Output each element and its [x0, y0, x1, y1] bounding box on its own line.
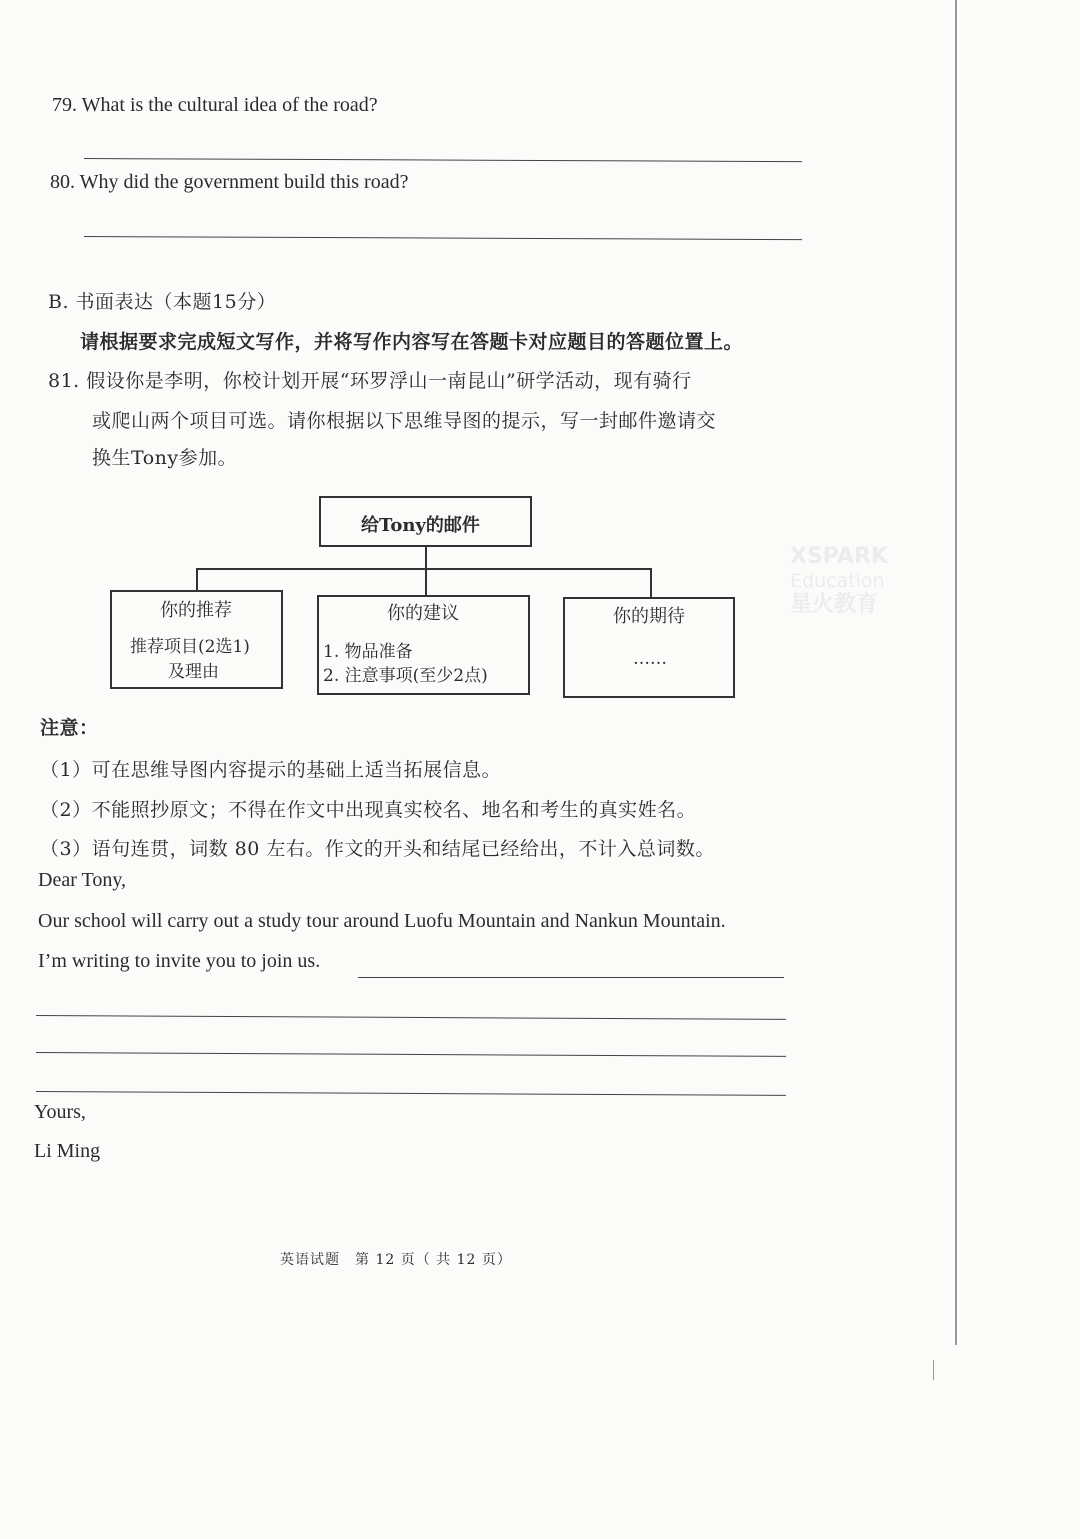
watermark-line1: XSPARK [790, 544, 888, 569]
writing-line-3 [36, 1052, 786, 1057]
mindmap-node-suggestion [317, 595, 530, 695]
q81-line-2: 或爬山两个项目可选。请你根据以下思维导图的提示，写一封邮件邀请交 [92, 410, 717, 432]
mindmap-connector-mid [425, 568, 427, 596]
node2-title: 你的建议 [387, 603, 459, 624]
mindmap-node-recommendation [110, 590, 283, 689]
q81-line-1: 81. 假设你是李明，你校计划开展“环罗浮山一南昆山”研学活动，现有骑行 [48, 370, 692, 392]
answer-line-80 [84, 236, 802, 240]
node3-line1: …… [633, 649, 667, 669]
page-footer: 英语试题 第 12 页（ 共 12 页） [280, 1252, 512, 1268]
answer-line-79 [84, 158, 802, 162]
section-b-instruction: 请根据要求完成短文写作，并将写作内容写在答题卡对应题目的答题位置上。 [80, 331, 744, 353]
mindmap-connector-right [650, 568, 652, 598]
mindmap-connector-left [196, 568, 198, 592]
scan-edge-line [955, 0, 957, 1345]
writing-line-2 [36, 1015, 786, 1020]
writing-line-4 [36, 1091, 786, 1096]
letter-signature: Li Ming [34, 1140, 101, 1162]
node3-title: 你的期待 [613, 606, 685, 627]
mindmap-node-expectation [563, 597, 735, 698]
letter-greeting: Dear Tony, [38, 869, 127, 891]
question-80: 80. Why did the government build this road? [50, 171, 409, 193]
node2-line2: 2. 注意事项(至少2点) [323, 666, 488, 686]
scan-edge-tick [933, 1360, 934, 1380]
writing-line-1 [358, 977, 784, 978]
section-b-title: B. 书面表达（本题15分） [48, 291, 277, 313]
note-2: （2）不能照抄原文；不得在作文中出现真实校名、地名和考生的真实姓名。 [40, 799, 697, 821]
watermark-line2: Education [790, 570, 885, 592]
letter-line-1: Our school will carry out a study tour around Luofu Mountain and Nankun Mountain. [38, 910, 726, 932]
mindmap-root-box [319, 496, 532, 547]
question-79: 79. What is the cultural idea of the road? [52, 94, 378, 116]
letter-closing: Yours, [34, 1101, 86, 1123]
mindmap-connector-bar [196, 568, 652, 570]
note-1: （1）可在思维导图内容提示的基础上适当拓展信息。 [40, 759, 502, 781]
note-3: （3）语句连贯，词数 80 左右。作文的开头和结尾已经给出，不计入总词数。 [40, 838, 715, 860]
node2-line1: 1. 物品准备 [323, 642, 413, 662]
letter-line-2: I’m writing to invite you to join us. [38, 950, 321, 972]
notes-heading: 注意： [40, 717, 99, 739]
node1-title: 你的推荐 [160, 600, 232, 621]
watermark-line3: 星火教育 [790, 592, 879, 617]
mindmap-root-label: 给Tony的邮件 [361, 515, 480, 536]
q81-line-3: 换生Tony参加。 [92, 447, 238, 469]
watermark-logo [790, 545, 888, 617]
node1-line2: 及理由 [168, 662, 219, 682]
node1-line1: 推荐项目(2选1) [130, 637, 250, 657]
mindmap-connector-trunk [425, 547, 427, 569]
